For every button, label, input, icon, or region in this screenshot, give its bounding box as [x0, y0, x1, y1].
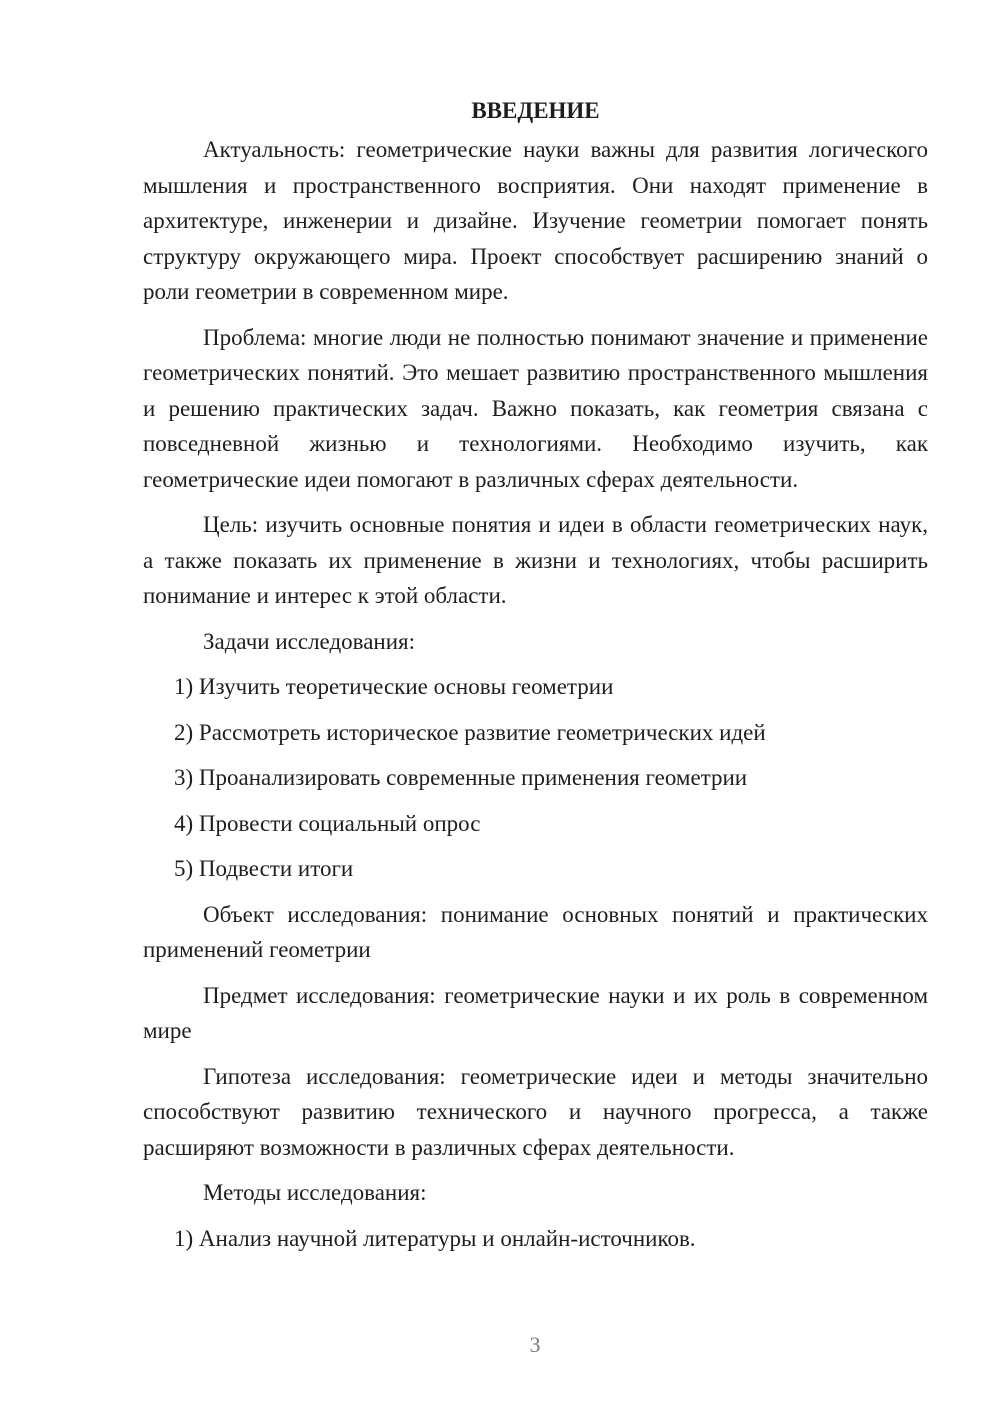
methods-list — [143, 1221, 928, 1257]
list-item: 1) Изучить теоретические основы геометрии — [174, 674, 614, 699]
relevance-paragraph: Актуальность: геометрические науки важны для развития логического мышления и пространственного восприятия. Они находят применение в архитектуре, инженерии и дизайне. Изучение геометрии помогает понять структуру окружающего мира. Проект способствует расширению знаний о роли геометрии в современном мире. — [143, 137, 928, 304]
methods-heading: Методы исследования: — [203, 1180, 427, 1205]
list-item: 1) Анализ научной литературы и онлайн-источников. — [174, 1225, 696, 1251]
tasks-heading: Задачи исследования: — [203, 628, 416, 654]
goal-paragraph: Цель: изучить основные понятия и идеи в области геометрических наук, а также показать их применение в жизни и технологиях, чтобы расширить понимание и интерес к этой области. — [143, 512, 928, 608]
problem-paragraph: Проблема: многие люди не полностью понимают значение и применение геометрических понятий. Это мешает развитию пространственного мышления и решению практических задач. Важно показать, как геометрия связана с повседневной жизнью и технологиями. Необходимо изучить, как геометрические идеи помогают в различных сферах деятельности. — [143, 324, 928, 492]
page-number: 3 — [529, 1332, 541, 1357]
list-item: 5) Подвести итоги — [174, 856, 354, 881]
section-title: ВВЕДЕНИЕ — [471, 98, 600, 123]
list-item: 2) Рассмотреть историческое развитие геометрических идей — [174, 719, 766, 745]
list-item: 3) Проанализировать современные применения геометрии — [174, 765, 748, 790]
document-page — [143, 93, 928, 1266]
object-paragraph: Объект исследования: понимание основных понятий и практических применений геометрии — [143, 901, 928, 962]
hypothesis-paragraph: Гипотеза исследования: геометрические идеи и методы значительно способствуют развитию технического и научного прогресса, а также расширяют возможности в различных сферах деятельности. — [143, 1063, 928, 1160]
subject-paragraph: Предмет исследования: геометрические науки и их роль в современном мире — [143, 982, 928, 1043]
tasks-list — [143, 669, 928, 887]
list-item: 4) Провести социальный опрос — [174, 810, 481, 836]
